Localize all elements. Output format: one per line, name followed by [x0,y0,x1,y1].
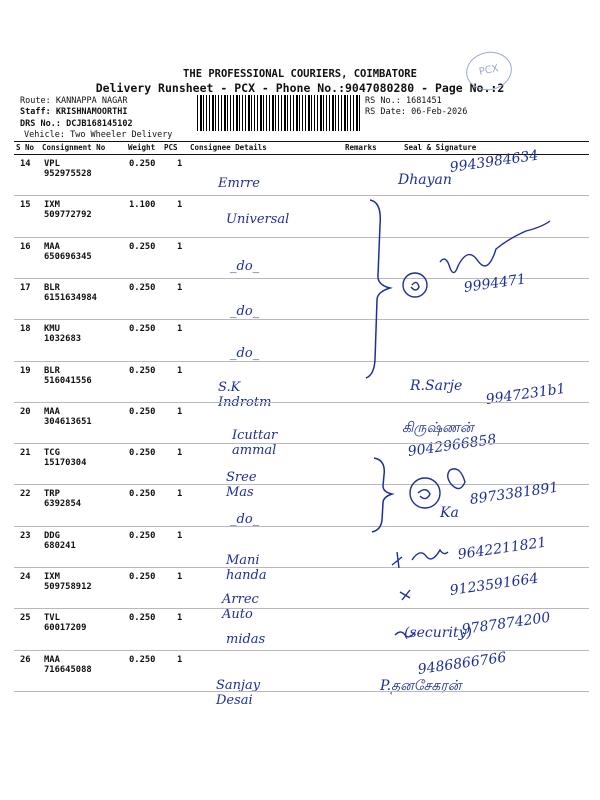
cell-consignment: TCG 15170304 [44,448,87,469]
cell-pcs: 1 [177,572,183,582]
cell-pcs: 1 [177,159,183,169]
cell-sno: 24 [20,572,31,582]
cell-pcs: 1 [177,654,183,665]
cell-phone: 9123591664 [448,570,540,599]
signature-scribbles [392,221,550,637]
cell-pcs: 1 [177,448,183,459]
cell-weight: 0.250 [129,324,156,335]
cell-phone: 8973381891 [468,479,560,508]
cell-pcs: 1 [177,282,183,293]
col-header-consignment: Consignment No [42,143,106,152]
rs-date-label: RS Date: [365,107,406,117]
cell-consignment: MAA 304613651 [44,406,92,427]
brace-15-18 [366,200,390,378]
cell-weight: 0.250 [129,613,156,624]
cell-consignment: TRP 6392854 [44,489,82,510]
cell-pcs: 1 [177,406,183,417]
cell-signature: (security) [404,625,472,641]
cell-consignment: TVL 60017209 [44,613,87,634]
cell-consignee-handwritten: Sree Mas [226,470,257,500]
cell-consignment: VPL 952975528 [44,159,92,179]
col-header-pcs: PCS [164,143,178,152]
cell-signature: P.தனசேகரன் [380,678,462,694]
cell-signature: Ka [440,505,459,521]
cell-pcs: 1 [177,489,183,500]
cell-weight: 0.250 [129,572,156,582]
vehicle-label: Vehicle: [24,130,65,140]
cell-weight: 0.250 [129,282,156,293]
col-header-weight: Weight [128,143,156,152]
cell-consignee-handwritten: Emrre [218,176,260,191]
cell-sno: 16 [20,241,31,252]
staff-value: KRISHNAMOORTHI [55,107,128,117]
cell-consignment: BLR 6151634984 [44,282,97,303]
cell-consignment: KMU 1032683 [44,324,82,345]
cell-consignment: IXM 509758912 [44,572,92,592]
cell-signature: R.Sarje [410,378,463,394]
rs-date-value: 06-Feb-2026 [411,107,468,117]
rs-no-value: 1681451 [405,96,442,106]
cell-phone: 9642211821 [456,534,548,563]
cell-consignee-handwritten: _do_ [230,304,260,319]
cell-consignee-handwritten: Sanjay Desai [216,678,261,708]
cell-sno: 17 [20,282,31,293]
cell-pcs: 1 [177,324,183,335]
cell-weight: 0.250 [129,489,156,500]
cell-consignee-handwritten: _do_ [230,512,260,527]
vehicle-value: Two Wheeler Delivery [70,130,173,140]
document-subtitle: Delivery Runsheet - PCX - Phone No.:9047080280 - Page No.:2 [95,81,505,95]
col-header-remarks: Remarks [345,143,377,152]
cell-phone: 9787874200 [460,609,552,638]
pcx-stamp: PCX [463,48,516,95]
cell-pcs: 1 [177,200,183,211]
cell-signature: Dhayan [398,172,452,188]
cell-sno: 21 [20,448,31,459]
cell-sno: 22 [20,489,31,500]
cell-sno: 18 [20,324,31,335]
cell-consignee-handwritten: _do_ [230,346,260,361]
cell-consignee-handwritten: Icuttar ammal [232,428,278,458]
cell-consignment: MAA 650696345 [44,241,92,262]
cell-phone: 9486866766 [416,649,508,678]
cell-pcs: 1 [177,241,183,252]
cell-consignment: MAA 716645088 [44,654,92,675]
cell-sno: 14 [20,159,31,169]
cell-pcs: 1 [177,613,183,624]
cell-phone: 9947231b1 [484,380,567,408]
cell-consignee-handwritten: Universal [226,212,290,227]
cell-consignment: IXM 509772792 [44,200,92,221]
staff-label: Staff: [20,107,51,117]
cell-weight: 0.250 [129,241,156,252]
cell-sno: 23 [20,530,31,541]
cell-sno: 25 [20,613,31,624]
cell-weight: 1.100 [129,200,156,211]
cell-weight: 0.250 [129,406,156,417]
cell-signature: கிருஷ்ணன் [402,420,474,436]
cell-weight: 0.250 [129,530,156,541]
document-title: THE PROFESSIONAL COURIERS, COIMBATORE [183,68,417,80]
drs-value: DCJB168145102 [66,119,133,129]
rs-no-label: RS No.: [365,96,401,106]
cell-consignee-handwritten: S.K Indrotm [218,380,272,410]
cell-weight: 0.250 [129,365,156,376]
cell-sno: 15 [20,200,31,211]
cell-consignee-handwritten: _do_ [230,259,260,274]
cell-sno: 19 [20,365,31,376]
cell-weight: 0.250 [129,654,156,665]
cell-sno: 20 [20,406,31,417]
cell-phone: 9042966858 [406,431,498,460]
cell-phone: 9994471 [462,271,527,296]
cell-phone: 9943984634 [448,147,540,176]
route-label: Route: [20,96,51,106]
col-header-sno: S No [16,143,35,152]
cell-weight: 0.250 [129,448,156,459]
cell-consignment: DDG 680241 [44,530,76,551]
brace-21-22 [372,458,392,532]
route-value: KANNAPPA NAGAR [55,96,128,106]
cell-consignment: BLR 516041556 [44,365,92,386]
cell-consignee-handwritten: midas [226,632,266,647]
cell-consignee-handwritten: Mani handa [226,553,267,583]
col-header-consignee: Consignee Details [190,143,267,152]
cell-weight: 0.250 [129,159,156,169]
cell-pcs: 1 [177,530,183,541]
cell-consignee-handwritten: Arrec Auto [222,592,259,622]
cell-sno: 26 [20,654,31,665]
col-header-seal: Seal & Signature [404,143,477,152]
drs-label: DRS No.: [20,119,61,129]
cell-pcs: 1 [177,365,183,376]
